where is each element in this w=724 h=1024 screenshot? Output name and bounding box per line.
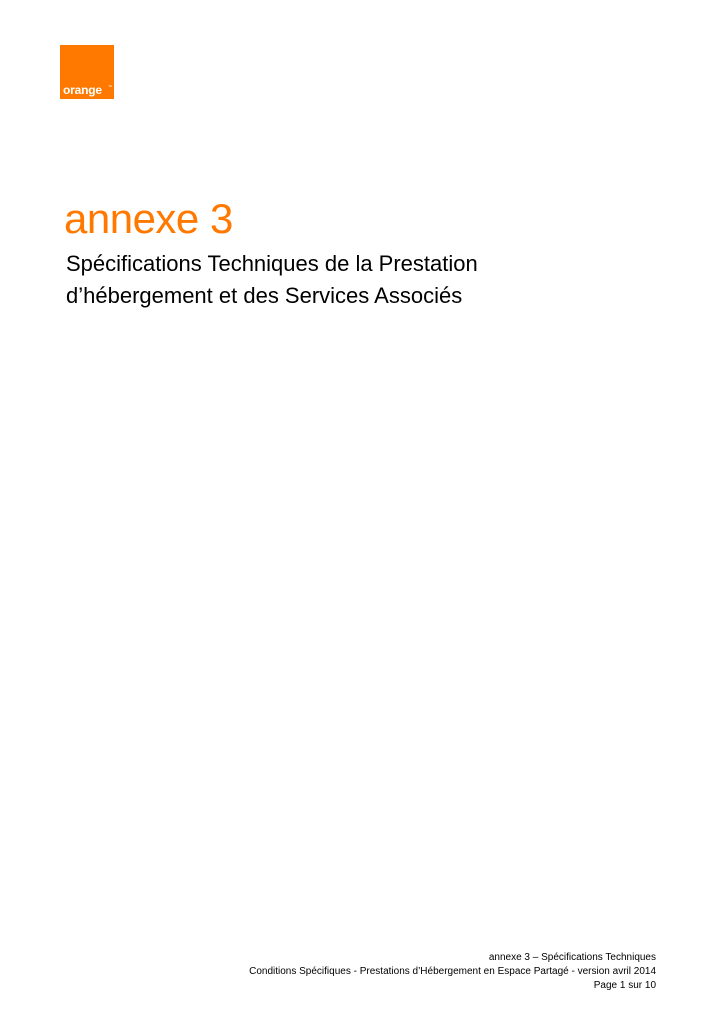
logo-trademark: ™ bbox=[108, 84, 112, 89]
page-footer bbox=[249, 951, 656, 993]
orange-logo bbox=[60, 45, 114, 99]
footer-page-number: Page 1 sur 10 bbox=[593, 980, 656, 991]
footer-conditions-label: Conditions Spécifiques - Prestations d’Hébergement en Espace Partagé - version avril 2014 bbox=[249, 966, 656, 977]
document-subtitle bbox=[66, 248, 666, 312]
annex-title: annexe 3 bbox=[64, 195, 233, 242]
logo-wordmark: orange bbox=[63, 83, 102, 97]
subtitle-line-2: d’hébergement et des Services Associés bbox=[66, 283, 463, 308]
footer-annex-label: annexe 3 – Spécifications Techniques bbox=[488, 952, 656, 963]
subtitle-line-1: Spécifications Techniques de la Prestation bbox=[66, 251, 478, 276]
